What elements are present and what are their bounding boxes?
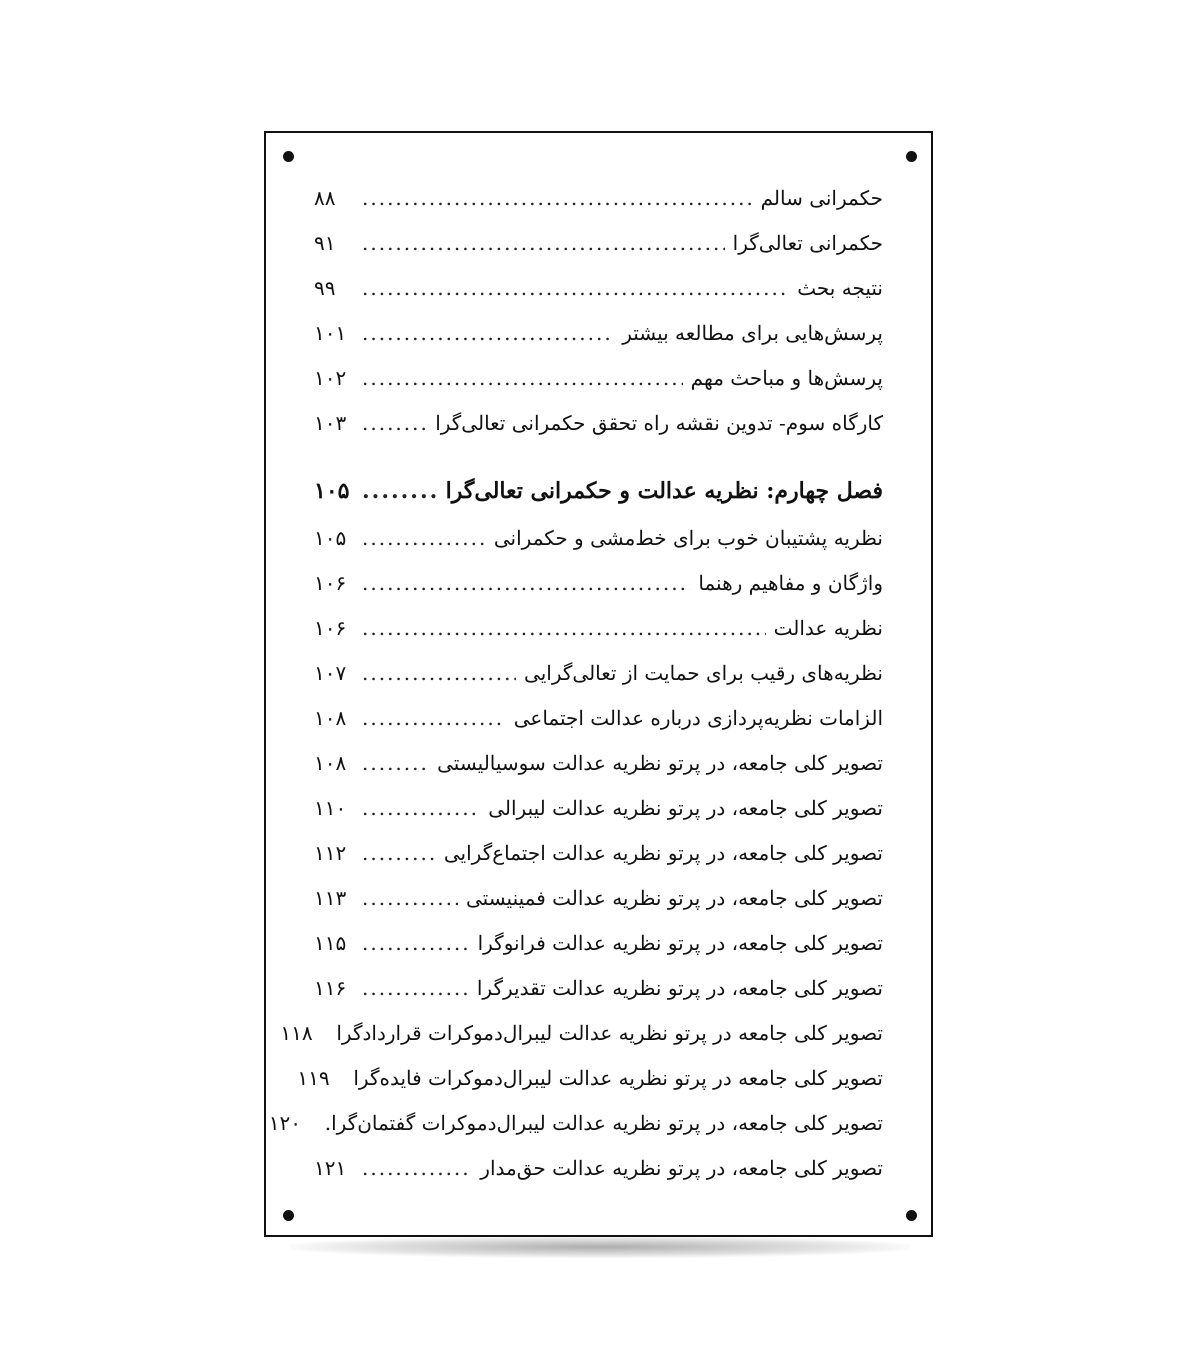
toc-entry <box>314 1156 883 1201</box>
corner-dot-bottom-right <box>906 1210 917 1221</box>
toc-entry-title: تصویر کلی جامعه، در پرتو نظریه عدالت تقدیرگرا <box>476 976 883 1000</box>
toc-entry <box>314 931 883 976</box>
toc-entry-page: ۱۰۵ <box>314 526 347 550</box>
toc-entry-title: حکمرانی سالم <box>760 186 883 210</box>
book-page <box>264 131 933 1237</box>
toc-entry <box>268 1111 883 1156</box>
toc-entry <box>297 1066 883 1111</box>
toc-dot-leader <box>362 321 614 345</box>
toc-entry-page: ۱۱۰ <box>314 796 347 820</box>
toc-chapter-title: فصل چهارم: نظریه عدالت و حکمرانی تعالی‌گرا <box>445 478 883 504</box>
toc-chapter-page: ۱۰۵ <box>314 478 350 504</box>
toc-dot-leader <box>362 841 436 865</box>
toc-entry-title: تصویر کلی جامعه، در پرتو نظریه عدالت سوسیالیستی <box>437 751 883 775</box>
toc-entry <box>314 411 883 456</box>
toc-entry-page: ۹۱ <box>314 231 336 255</box>
toc-dot-leader <box>362 796 480 820</box>
toc-chapter-heading <box>314 478 883 526</box>
toc-entry-page: ۱۰۱ <box>314 321 347 345</box>
toc-entry-page: ۱۲۰ <box>268 1111 301 1135</box>
toc-entry-title: واژگان و مفاهیم رهنما <box>698 571 883 595</box>
table-of-contents <box>268 186 883 1201</box>
toc-entry <box>314 706 883 751</box>
toc-dot-leader <box>362 526 486 550</box>
toc-dot-leader <box>362 276 789 300</box>
toc-dot-leader <box>362 186 753 210</box>
toc-entry-title: تصویر کلی جامعه، در پرتو نظریه عدالت اجتماع‌گرایی <box>443 841 883 865</box>
toc-entry <box>314 616 883 661</box>
toc-entry-title: حکمرانی تعالی‌گرا <box>732 231 883 255</box>
corner-dot-top-right <box>906 151 917 162</box>
toc-dot-leader <box>362 231 725 255</box>
toc-entry-title: تصویر کلی جامعه در پرتو نظریه عدالت لیبرال‌دموکرات فایده‌گرا <box>353 1066 883 1090</box>
toc-entry-title: تصویر کلی جامعه، در پرتو نظریه عدالت لیبرال‌دموکرات گفتمان‌گرا. <box>324 1111 883 1135</box>
toc-entry <box>314 571 883 616</box>
toc-entry-page: ۱۰۶ <box>314 616 347 640</box>
toc-dot-leader <box>362 478 438 504</box>
toc-dot-leader <box>362 1156 472 1180</box>
toc-entry <box>314 231 883 276</box>
toc-entry <box>280 1021 883 1066</box>
toc-entry-title: نظریه عدالت <box>773 616 883 640</box>
toc-entry <box>314 526 883 571</box>
toc-entry-title: الزامات نظریه‌پردازی درباره عدالت اجتماعی <box>513 706 883 730</box>
corner-dot-top-left <box>283 151 294 162</box>
toc-dot-leader <box>362 571 690 595</box>
toc-entry-page: ۱۱۳ <box>314 886 347 910</box>
toc-entry-page: ۱۰۳ <box>314 411 347 435</box>
toc-entry-title: تصویر کلی جامعه، در پرتو نظریه عدالت فرانوگرا <box>477 931 883 955</box>
toc-entry-title: نظریه پشتیبان خوب برای خط‌مشی و حکمرانی <box>493 526 883 550</box>
toc-entry-title: پرسش‌هایی برای مطالعه بیشتر <box>622 321 883 345</box>
toc-dot-leader <box>362 706 506 730</box>
toc-entry <box>314 841 883 886</box>
toc-entry-page: ۱۰۶ <box>314 571 347 595</box>
toc-dot-leader <box>362 976 469 1000</box>
toc-entry-page: ۱۱۲ <box>314 841 347 865</box>
toc-entry <box>314 276 883 321</box>
toc-dot-leader <box>362 931 470 955</box>
toc-dot-leader <box>362 616 766 640</box>
toc-entry-page: ۱۱۵ <box>314 931 347 955</box>
toc-entry-title: پرسش‌ها و مباحث مهم <box>690 366 883 390</box>
toc-dot-leader <box>362 411 427 435</box>
toc-entry-page: ۱۱۸ <box>280 1021 313 1045</box>
toc-entry-title: تصویر کلی جامعه، در پرتو نظریه عدالت لیبرالی <box>488 796 883 820</box>
toc-entry-page: ۹۹ <box>314 276 336 300</box>
toc-entry <box>314 661 883 706</box>
toc-entry <box>314 321 883 366</box>
toc-entry <box>314 186 883 231</box>
toc-entry-title: تصویر کلی جامعه، در پرتو نظریه عدالت فمینیستی <box>465 886 883 910</box>
toc-entry <box>314 886 883 931</box>
toc-dot-leader <box>362 886 458 910</box>
toc-entry <box>314 366 883 411</box>
toc-entry <box>314 751 883 796</box>
toc-entry-page: ۱۰۲ <box>314 366 347 390</box>
toc-entry-page: ۱۰۸ <box>314 706 347 730</box>
toc-dot-leader <box>362 751 429 775</box>
toc-entry-page: ۱۱۹ <box>297 1066 330 1090</box>
toc-entry <box>314 976 883 1021</box>
toc-entry-title: تصویر کلی جامعه، در پرتو نظریه عدالت حق‌مدار <box>480 1156 883 1180</box>
toc-entry-title: نتیجه بحث <box>797 276 883 300</box>
toc-entry <box>314 796 883 841</box>
toc-dot-leader <box>362 661 516 685</box>
toc-dot-leader <box>362 366 683 390</box>
toc-entry-title: تصویر کلی جامعه در پرتو نظریه عدالت لیبرال‌دموکرات قراردادگرا <box>336 1021 883 1045</box>
corner-dot-bottom-left <box>283 1210 294 1221</box>
toc-entry-page: ۱۲۱ <box>314 1156 347 1180</box>
page-shadow <box>290 1236 910 1258</box>
toc-entry-page: ۱۰۷ <box>314 661 347 685</box>
toc-entry-page: ۸۸ <box>314 186 336 210</box>
toc-entry-page: ۱۱۶ <box>314 976 347 1000</box>
toc-entry-title: کارگاه سوم- تدوین نقشه راه تحقق حکمرانی تعالی‌گرا <box>435 411 883 435</box>
toc-entry-title: نظریه‌های رقیب برای حمایت از تعالی‌گرایی <box>524 661 883 685</box>
toc-entry-page: ۱۰۸ <box>314 751 347 775</box>
